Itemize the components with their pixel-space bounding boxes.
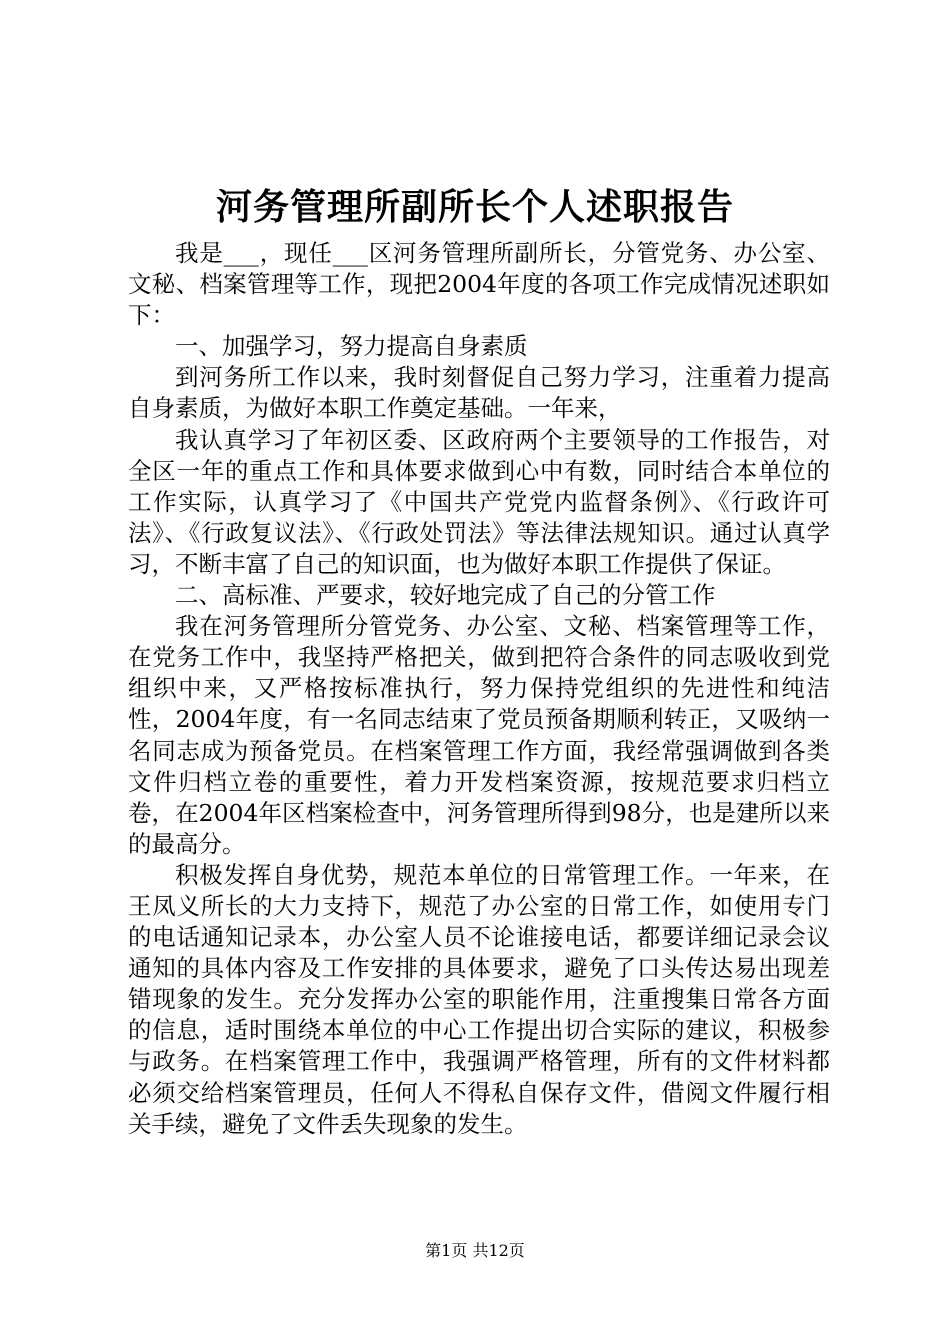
- document-title: 河务管理所副所长个人述职报告: [215, 186, 734, 228]
- paragraph-duties: 我在河务管理所分管党务、办公室、文秘、档案管理等工作，在党务工作中，我坚持严格把关，做到把符合条件的同志吸收到党组织中来，又严格按标准执行，努力保持党组织的先进性和纯洁性，2004年度，有一名同志结束了党员预备期顺利转正，又吸纳一名同志成为预备党员。在档案管理工作方面，我经常强调做到各类文件归档立卷的重要性，着力开发档案资源，按规范要求归档立卷，在2004年区档案检查中，河务管理所得到98分，也是建所以来的最高分。: [128, 612, 830, 858]
- paragraph-intro: 我是___，现任___区河务管理所副所长，分管党务、办公室、文秘、档案管理等工作，现把2004年度的各项工作完成情况述职如下：: [128, 239, 830, 330]
- paragraph-study-detail: 我认真学习了年初区委、区政府两个主要领导的工作报告，对全区一年的重点工作和具体要求做到心中有数，同时结合本单位的工作实际，认真学习了《中国共产党党内监督条例》、《行政许可法》、《行政复议法》、《行政处罚法》等法律法规知识。通过认真学习，不断丰富了自己的知识面，也为做好本职工作提供了保证。: [128, 425, 830, 578]
- page-number: 第1页 共12页: [425, 1241, 525, 1260]
- document-body: [128, 238, 830, 1140]
- section-heading-2: 二、高标准、严要求，较好地完成了自己的分管工作: [175, 581, 716, 610]
- section-heading-1: 一、加强学习，努力提高自身素质: [175, 332, 528, 361]
- paragraph-study: 到河务所工作以来，我时刻督促自己努力学习，注重着力提高自身素质，为做好本职工作奠定基础。一年来，: [128, 363, 830, 423]
- paragraph-management: 积极发挥自身优势，规范本单位的日常管理工作。一年来，在王凤义所长的大力支持下，规范了办公室的日常工作，如使用专门的电话通知记录本，办公室人员不论谁接电话，都要详细记录会议通知的具体内容及工作安排的具体要求，避免了口头传达易出现差错现象的发生。充分发挥办公室的职能作用，注重搜集日常各方面的信息，适时围绕本单位的中心工作提出切合实际的建议，积极参与政务。在档案管理工作中，我强调严格管理，所有的文件材料都必须交给档案管理员，任何人不得私自保存文件，借阅文件履行相关手续，避免了文件丢失现象的发生。: [128, 860, 830, 1138]
